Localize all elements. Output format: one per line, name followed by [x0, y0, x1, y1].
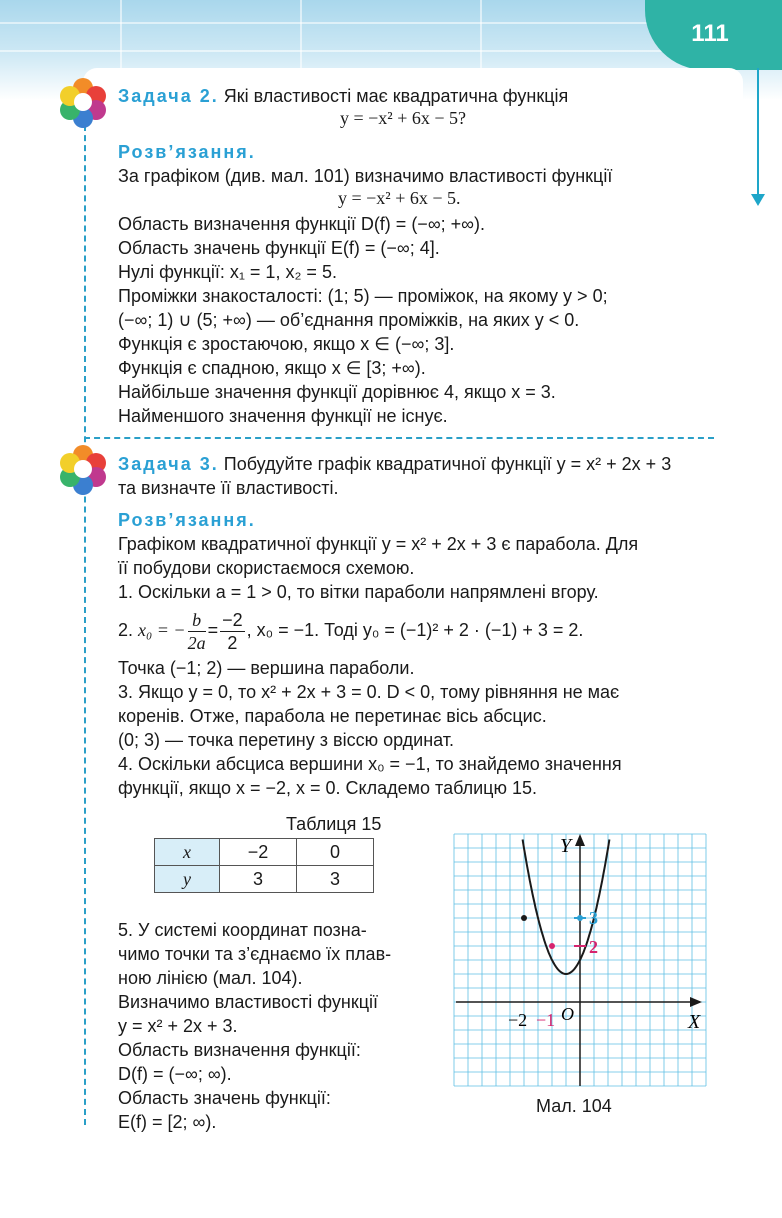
down-arrow-icon: [751, 194, 765, 206]
values-table: [154, 838, 374, 893]
fraction-b-2a: [188, 609, 206, 654]
task3-heading: [118, 452, 671, 476]
task3-line-1: Графіком квадратичної функції y = x² + 2x + 3 є парабола. Для: [118, 534, 639, 554]
task3-after-1: 5. У системі координат позна-: [118, 920, 367, 940]
step2-x0: x₀ = −: [138, 620, 186, 640]
task2-formula-2: y = −x² + 6x − 5.: [338, 188, 461, 208]
task3-after-6: Область визначення функції:: [118, 1040, 361, 1060]
task3-line-4: Точка (−1; 2) — вершина параболи.: [118, 658, 415, 678]
x-label-minus1: −1: [536, 1010, 556, 1030]
task2-line-5: Проміжки знакосталості: (1; 5) — проміжок, на якому y > 0;: [118, 286, 608, 306]
task2-line-7: Функція є зростаючою, якщо x ∈ (−∞; 3].: [118, 334, 455, 354]
task3-after-2: чимо точки та з’єднаємо їх плав-: [118, 944, 392, 964]
task2-label: Задача 2.: [118, 86, 219, 106]
x-axis: [456, 997, 702, 1007]
fraction-denominator: 2: [227, 632, 238, 653]
task3-label: Задача 3.: [118, 454, 219, 474]
fraction-value: [220, 609, 245, 654]
task3-solution-label: Розв’язання.: [118, 510, 256, 530]
task3-question: Побудуйте графік квадратичної функції y = x² + 2x + 3: [223, 454, 672, 474]
task2-line-4: Нулі функції: x₁ = 1, x₂ = 5.: [118, 262, 337, 282]
x-label-minus2: −2: [508, 1010, 528, 1030]
task3-line-8: 4. Оскільки абсциса вершини x₀ = −1, то знайдемо значення: [118, 754, 622, 774]
task3-after-5: y = x² + 2x + 3.: [118, 1016, 238, 1036]
task2-line-6: (−∞; 1) ∪ (5; +∞) — об’єднання проміжків, на яких y < 0.: [118, 310, 580, 330]
table-row: [155, 839, 374, 866]
right-margin-rule: [757, 68, 759, 196]
figure-caption: Мал. 104: [536, 1096, 612, 1116]
table-cell: x: [155, 839, 220, 866]
task3-line-7: (0; 3) — точка перетину з віссю ординат.: [118, 730, 455, 750]
origin-label: O: [561, 1004, 574, 1024]
task3-question-2: та визначте її властивості.: [118, 478, 339, 498]
table-cell: 3: [220, 866, 297, 893]
margin-dashed-line: [84, 115, 86, 1125]
point-vertex: [549, 943, 555, 949]
task3-line-9: функції, якщо x = −2, x = 0. Складемо таблицю 15.: [118, 778, 537, 798]
table-cell: y: [155, 866, 220, 893]
task2-question: Які властивості має квадратична функція: [223, 86, 569, 106]
task3-line-2: її побудови скористаємося схемою.: [118, 558, 415, 578]
table-cell: −2: [220, 839, 297, 866]
task3-after-9: E(f) = [2; ∞).: [118, 1112, 217, 1132]
task2-line-10: Найменшого значення функції не існує.: [118, 406, 448, 426]
task2-line-9: Найбільше значення функції дорівнює 4, якщо x = 3.: [118, 382, 556, 402]
flower-icon: [58, 445, 108, 495]
point-left: [521, 915, 527, 921]
task2-heading: [118, 84, 568, 108]
task2-line-1: За графіком (див. мал. 101) визначимо властивості функції: [118, 166, 613, 186]
task2-formula: y = −x² + 6x − 5?: [340, 108, 466, 128]
table-row: [155, 866, 374, 893]
y-axis-label: Y: [560, 835, 572, 857]
task3-line-5: 3. Якщо y = 0, то x² + 2x + 3 = 0. D < 0, тому рівняння не має: [118, 682, 620, 702]
task3-after-4: Визначимо властивості функції: [118, 992, 378, 1012]
task2-line-8: Функція є спадною, якщо x ∈ [3; +∞).: [118, 358, 426, 378]
fraction-numerator: −2: [222, 609, 243, 630]
table-caption: Таблиця 15: [286, 814, 382, 834]
task3-after-8: Область значень функції:: [118, 1088, 331, 1108]
y-label-3: 3: [589, 908, 598, 928]
fraction-denominator: 2a: [187, 632, 206, 653]
task3-line-6: коренів. Отже, парабола не перетинає вісь абсцис.: [118, 706, 547, 726]
flower-icon: [58, 78, 108, 128]
task3-line-3: 1. Оскільки a = 1 > 0, то вітки параболи напрямлені вгору.: [118, 582, 599, 602]
y-label-2: 2: [589, 937, 598, 957]
task3-after-7: D(f) = (−∞; ∞).: [118, 1064, 232, 1084]
x-axis-label: X: [688, 1011, 701, 1033]
fraction-numerator: b: [188, 609, 206, 632]
page-number: 111: [691, 20, 729, 47]
parabola-figure: [450, 830, 712, 1090]
step2-tail: , x₀ = −1. Тоді y₀ = (−1)² + 2 · (−1) + 3 = 2.: [246, 620, 584, 640]
step2-eq: =: [207, 620, 219, 640]
task2-line-3: Область значень функції E(f) = (−∞; 4].: [118, 238, 440, 258]
task3-step2: [118, 606, 583, 654]
section-divider: [84, 437, 714, 439]
step2-prefix: 2.: [118, 620, 134, 640]
task3-after-3: ною лінією (мал. 104).: [118, 968, 303, 988]
table-cell: 3: [297, 866, 374, 893]
task2-solution-label: Розв’язання.: [118, 142, 256, 162]
task2-line-2: Область визначення функції D(f) = (−∞; +∞).: [118, 214, 485, 234]
table-cell: 0: [297, 839, 374, 866]
